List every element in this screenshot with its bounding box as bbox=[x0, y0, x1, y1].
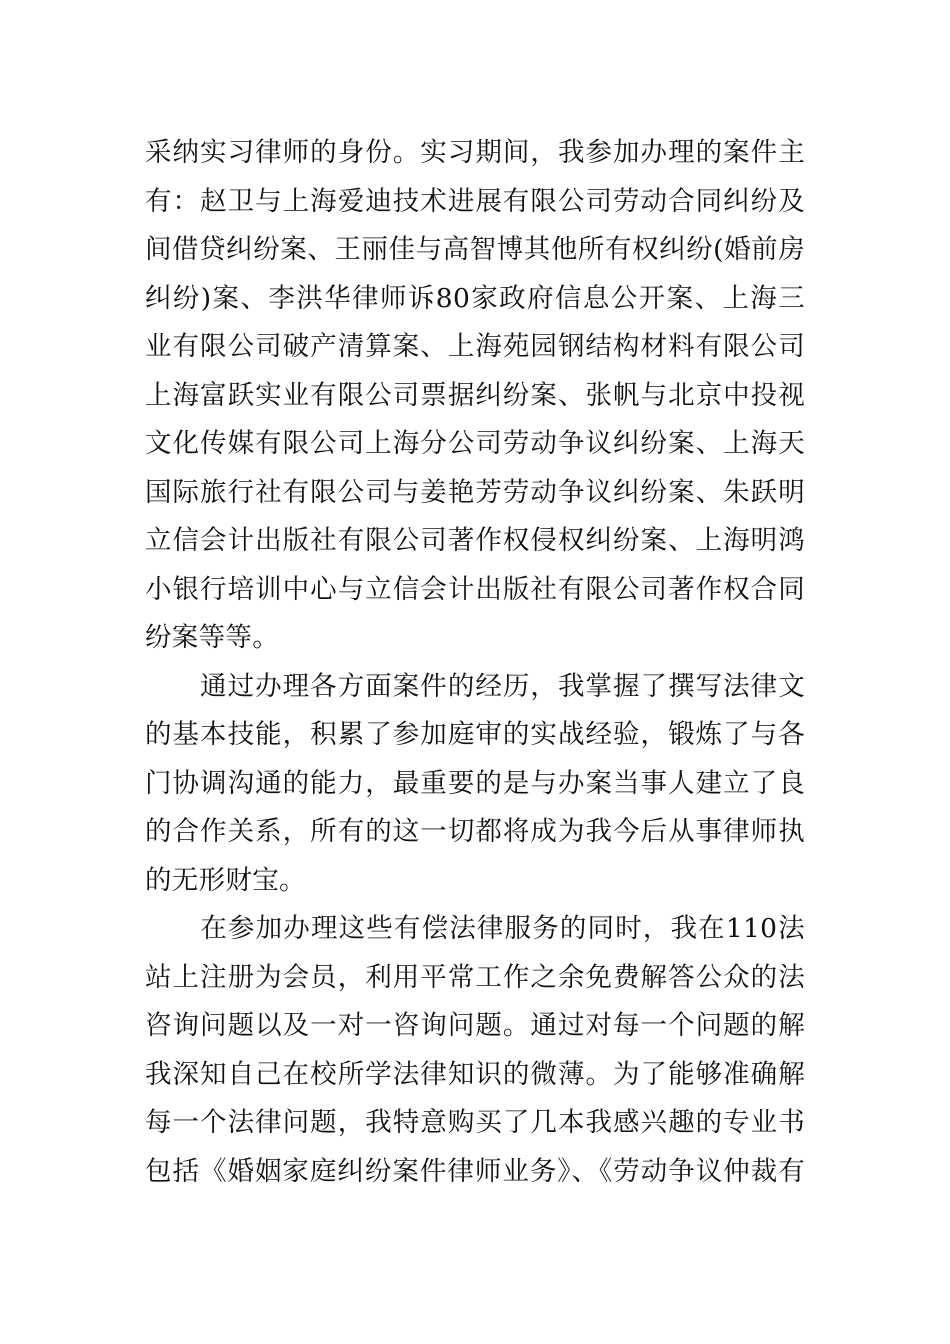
text-line: 上海富跃实业有限公司票据纠纷案、张帆与北京中投视 bbox=[145, 379, 805, 411]
text-line: 业有限公司破产清算案、上海苑园钢结构材料有限公司 bbox=[145, 331, 805, 362]
text-line: 文化传媒有限公司上海分公司劳动争议纠纷案、上海天 bbox=[145, 428, 805, 459]
text-line: 的合作关系，所有的这一切都将成为我今后从事律师执 bbox=[145, 816, 805, 847]
document-body bbox=[145, 129, 805, 1196]
text-line: 的无形财宝。 bbox=[145, 864, 306, 896]
text-line: 国际旅行社有限公司与姜艳芳劳动争议纠纷案、朱跃明 bbox=[145, 476, 805, 508]
text-line: 有：赵卫与上海爱迪技术进展有限公司劳动合同纠纷及 bbox=[145, 185, 805, 217]
text-line: 纷案等等。 bbox=[145, 622, 279, 653]
text-line: 我深知自己在校所学法律知识的微薄。为了能够准确解 bbox=[145, 1058, 805, 1090]
text-line: 小银行培训中心与立信会计出版社有限公司著作权合同 bbox=[145, 573, 805, 605]
text-line: 在参加办理这些有偿法律服务的同时，我在110法 bbox=[200, 913, 805, 944]
text-line: 间借贷纠纷案、王丽佳与高智博其他所有权纠纷(婚前房 bbox=[145, 234, 805, 265]
text-line: 立信会计出版社有限公司著作权侵权纠纷案、上海明鸿 bbox=[145, 525, 805, 556]
text-line: 的基本技能，积累了参加庭审的实战经验，锻炼了与各 bbox=[145, 719, 805, 750]
text-line: 站上注册为会员，利用平常工作之余免费解答公众的法 bbox=[145, 961, 805, 993]
text-line: 采纳实习律师的身份。实习期间，我参加办理的案件主 bbox=[145, 137, 805, 168]
text-line: 包括《婚姻家庭纠纷案件律师业务》、《劳动争议仲裁有 bbox=[145, 1155, 805, 1187]
text-line: 每一个法律问题，我特意购买了几本我感兴趣的专业书 bbox=[145, 1107, 805, 1138]
text-line: 咨询问题以及一对一咨询问题。通过对每一个问题的解 bbox=[145, 1010, 805, 1041]
text-line: 通过办理各方面案件的经历，我掌握了撰写法律文 bbox=[200, 670, 805, 702]
text-line: 纠纷)案、李洪华律师诉80家政府信息公开案、上海三 bbox=[145, 282, 805, 314]
text-line: 门协调沟通的能力，最重要的是与办案当事人建立了良 bbox=[145, 767, 805, 799]
